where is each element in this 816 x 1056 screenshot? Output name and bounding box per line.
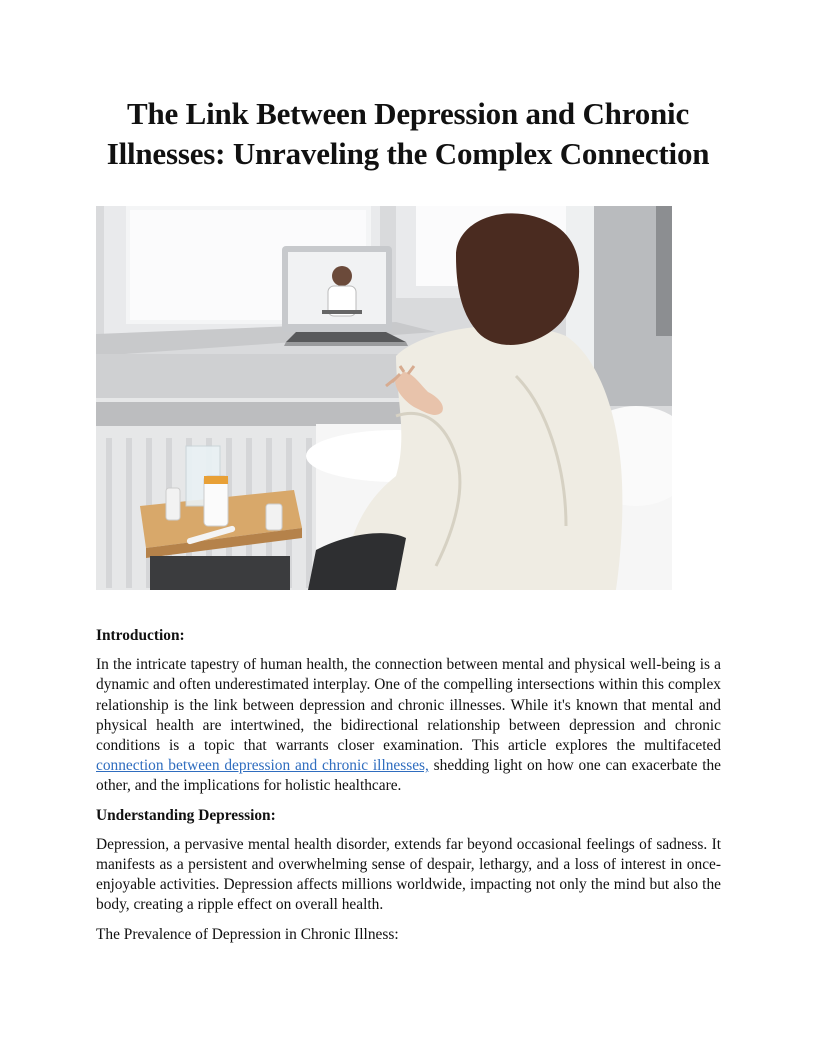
connection-link[interactable]: connection between depression and chronic illnesses, xyxy=(96,757,429,775)
intro-text-part-2: shedding light on how one can exacerbate the other, and the implications for holistic healthcare. xyxy=(96,757,721,795)
introduction-heading: Introduction: xyxy=(96,627,185,644)
video-call-photo-icon xyxy=(96,206,672,590)
title-line-1: The Link Between Depression and Chronic xyxy=(126,96,690,131)
understanding-depression-paragraph: Depression, a pervasive mental health disorder, extends far beyond occasional feelings of sadness. It manifests as a persistent and overwhelming sense of despair, lethargy, and a loss of interest in once-enjoyable activities. Depression affects millions worldwide, impacting not only the mind but also the body, creating a ripple effect on overall health. xyxy=(96,835,721,914)
understanding-depression-heading: Understanding Depression: xyxy=(96,806,276,824)
document-title xyxy=(80,94,736,174)
intro-text-part-1: In the intricate tapestry of human health, the connection between mental and physical well-being is a dynamic and often underestimated interplay. One of the compelling intersections within this complex relationship is the link between depression and chronic illnesses. While it's known that mental and physical health are intertwined, the bidirectional relationship between depression and chronic conditions is a topic that warrants closer examination. This article explores the multifaceted xyxy=(96,656,721,755)
introduction-paragraph xyxy=(96,655,721,796)
title-line-2: Illnesses: Unraveling the Complex Connection xyxy=(106,136,710,171)
prevalence-subheading: The Prevalence of Depression in Chronic Illness: xyxy=(96,925,399,943)
video-call-photo xyxy=(96,206,672,590)
article-body xyxy=(96,626,721,954)
